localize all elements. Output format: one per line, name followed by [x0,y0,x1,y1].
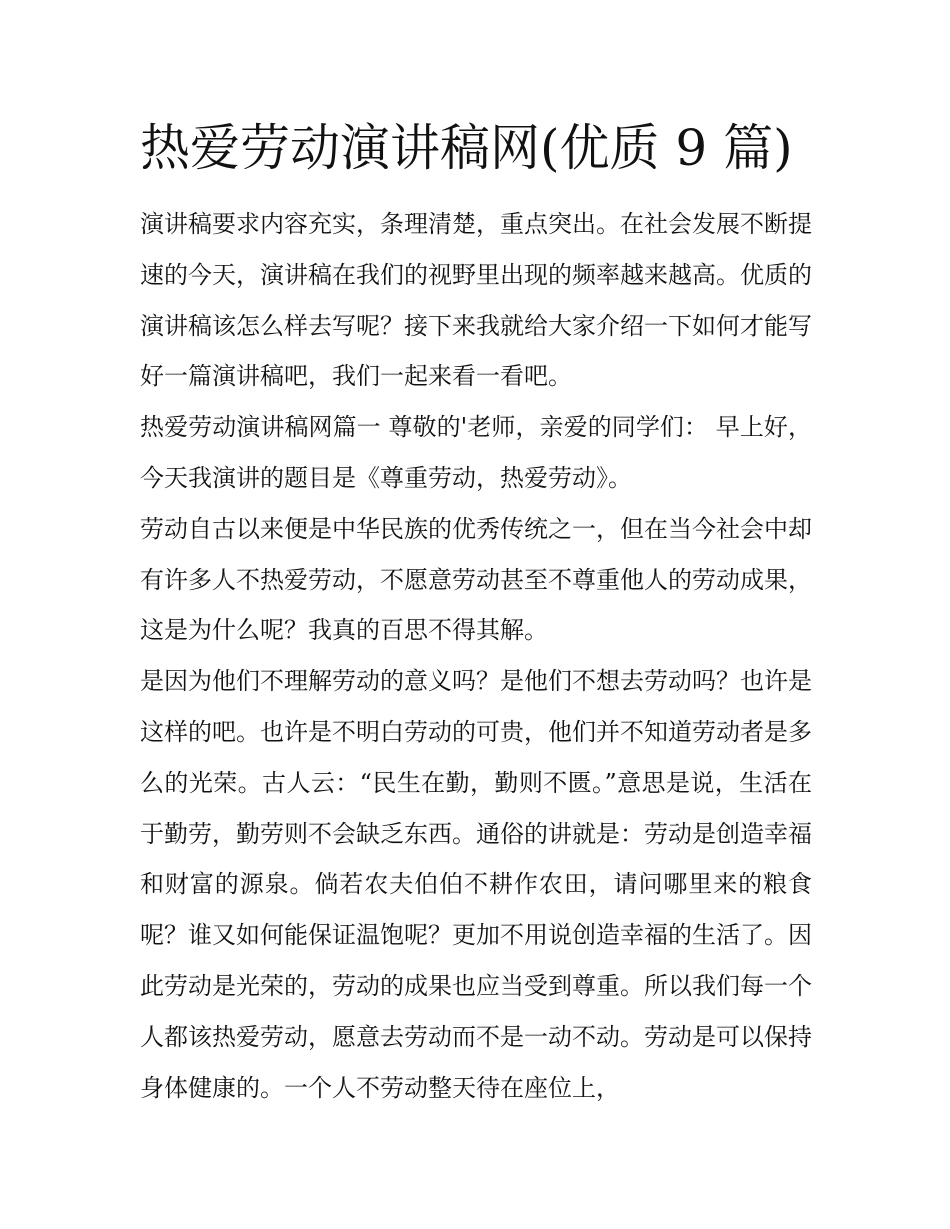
document-body [140,199,812,1113]
paragraph-greeting: 热爱劳动演讲稿网篇一 尊敬的'老师，亲爱的同学们： 早上好，今天我演讲的题目是《尊重劳动，热爱劳动》。 [140,413,812,492]
paragraph-tradition: 劳动自古以来便是中华民族的优秀传统之一，但在当今社会中却有许多人不热爱劳动，不愿意劳动甚至不尊重他人的劳动成果，这是为什么呢？我真的百思不得其解。 [140,514,812,645]
paragraph-intro: 演讲稿要求内容充实，条理清楚，重点突出。在社会发展不断提速的今天，演讲稿在我们的视野里出现的频率越来越高。优质的演讲稿该怎么样去写呢？接下来我就给大家介绍一下如何才能写好一篇演讲稿吧，我们一起来看一看吧。 [140,210,812,391]
paragraph-meaning: 是因为他们不理解劳动的意义吗？是他们不想去劳动吗？也许是这样的吧。也许是不明白劳动的可贵，他们并不知道劳动者是多么的光荣。古人云：“民生在勤，勤则不匮。”意思是说，生活在于勤劳，勤劳则不会缺乏东西。通俗的讲就是：劳动是创造幸福和财富的源泉。倘若农夫伯伯不耕作农田，请问哪里来的粮食呢？谁又如何能保证温饱呢？更加不用说创造幸福的生活了。因此劳动是光荣的，劳动的成果也应当受到尊重。所以我们每一个人都该热爱劳动，愿意去劳动而不是一动不动。劳动是可以保持身体健康的。一个人不劳动整天待在座位上， [140,667,812,1102]
document-title: 热爱劳动演讲稿网(优质 9 篇) [140,119,793,177]
